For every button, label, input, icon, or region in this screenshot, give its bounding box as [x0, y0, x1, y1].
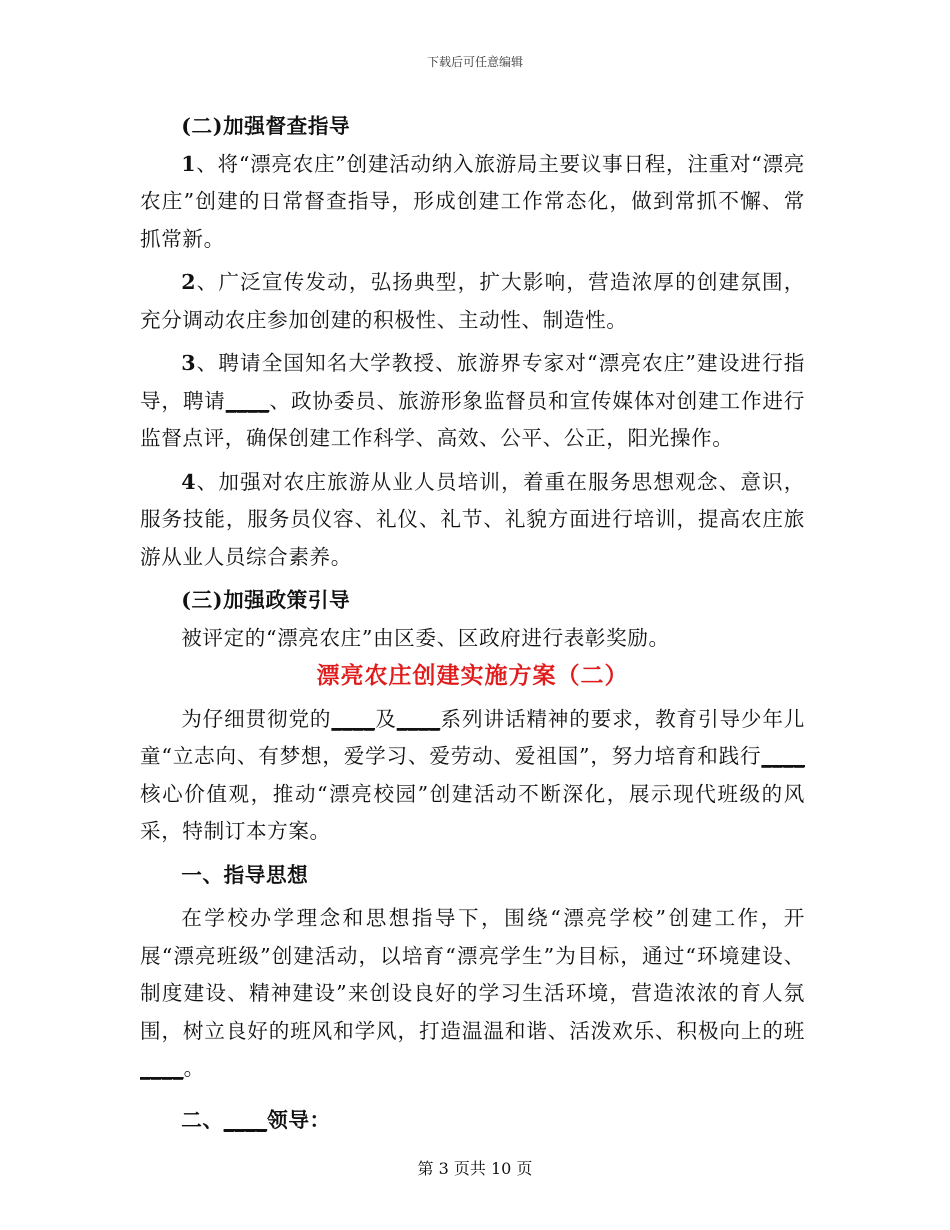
paragraph-text: 在学校办学理念和思想指导下，围绕“漂亮学校”创建工作，开展“漂亮班级”创建活动，以培育“漂亮学生”为目标，通过“环境建设、制度建设、精神建设”来创设良好的学习生活环境，营造浓浓的育人氛围，树立良好的班风和学风，打造温温和谐、活泼欢乐、积极向上的班	[140, 906, 805, 1043]
section-heading-guiding-thought: 一、指导思想	[181, 862, 309, 887]
page-header: 下载后可任意编辑	[426, 55, 523, 69]
item-number: 2	[181, 270, 197, 294]
paragraph-section-3: 被评定的“漂亮农庄”由区委、区政府进行表彰奖励。	[181, 625, 670, 650]
paragraph-text: 。	[183, 1056, 205, 1080]
blank-field: ____	[225, 388, 270, 413]
paragraph-guiding-thought	[140, 900, 805, 1088]
blank-field: ____	[223, 1107, 268, 1132]
paragraph-text: 及	[374, 706, 397, 731]
item-number: 3	[181, 351, 197, 375]
paragraph-text: 核心价值观，推动“漂亮校园”创建活动不断深化，展示现代班级的风采，特制订本方案。	[140, 781, 805, 843]
blank-field: ____	[396, 706, 441, 731]
blank-field: ____	[761, 744, 805, 768]
blank-field: ____	[140, 1056, 184, 1080]
paragraph-text: 、将“漂亮农庄”创建活动纳入旅游局主要议事日程，注重对“漂亮农庄”创建的日常督查指导，形成创建工作常态化，做到常抓不懈、常抓常新。	[140, 151, 805, 251]
paragraph-item-4	[140, 464, 805, 577]
paragraph-text: 、政协委员、旅游形象监督员和宣传媒体对创建工作进行监督点评，确保创建工作科学、高效、公平、公正，阳光操作。	[140, 388, 805, 450]
paragraph-intro	[140, 701, 805, 851]
heading-text: 领导：	[267, 1107, 331, 1132]
paragraph-text: 系列讲话精神的要求，教育引导少年儿童“立志向、有梦想，爱学习、爱劳动、爱祖国”，努力培育和践行	[140, 706, 805, 768]
item-number: 1	[181, 151, 197, 176]
section-heading-2: (二)加强督查指导	[181, 114, 351, 138]
section-heading-3: (三)加强政策引导	[181, 588, 351, 612]
paragraph-item-2	[140, 264, 805, 339]
section-heading-leadership	[140, 1102, 805, 1140]
paragraph-text: 、聘请全国知名大学教授、旅游界专家对“漂亮农庄”建设进行指导，聘请	[140, 351, 805, 413]
document-title: 漂亮农庄创建实施方案（二）	[316, 662, 629, 689]
paragraph-text: 、加强对农庄旅游从业人员培训，着重在服务思想观念、意识，服务技能，服务员仪容、礼仪、礼节、礼貌方面进行培训，提高农庄旅游从业人员综合素养。	[140, 469, 805, 569]
paragraph-text: 为仔细贯彻党的	[181, 706, 332, 731]
blank-field: ____	[331, 706, 375, 731]
page-footer: 第 3 页共 10 页	[417, 1159, 533, 1178]
heading-text: 二、	[181, 1107, 224, 1132]
document-body	[140, 108, 805, 1139]
paragraph-item-1	[140, 146, 805, 259]
paragraph-text: 、广泛宣传发动，弘扬典型，扩大影响，营造浓厚的创建氛围，充分调动农庄参加创建的积极性、主动性、制造性。	[140, 270, 805, 332]
paragraph-item-3	[140, 345, 805, 458]
item-number: 4	[181, 469, 197, 494]
